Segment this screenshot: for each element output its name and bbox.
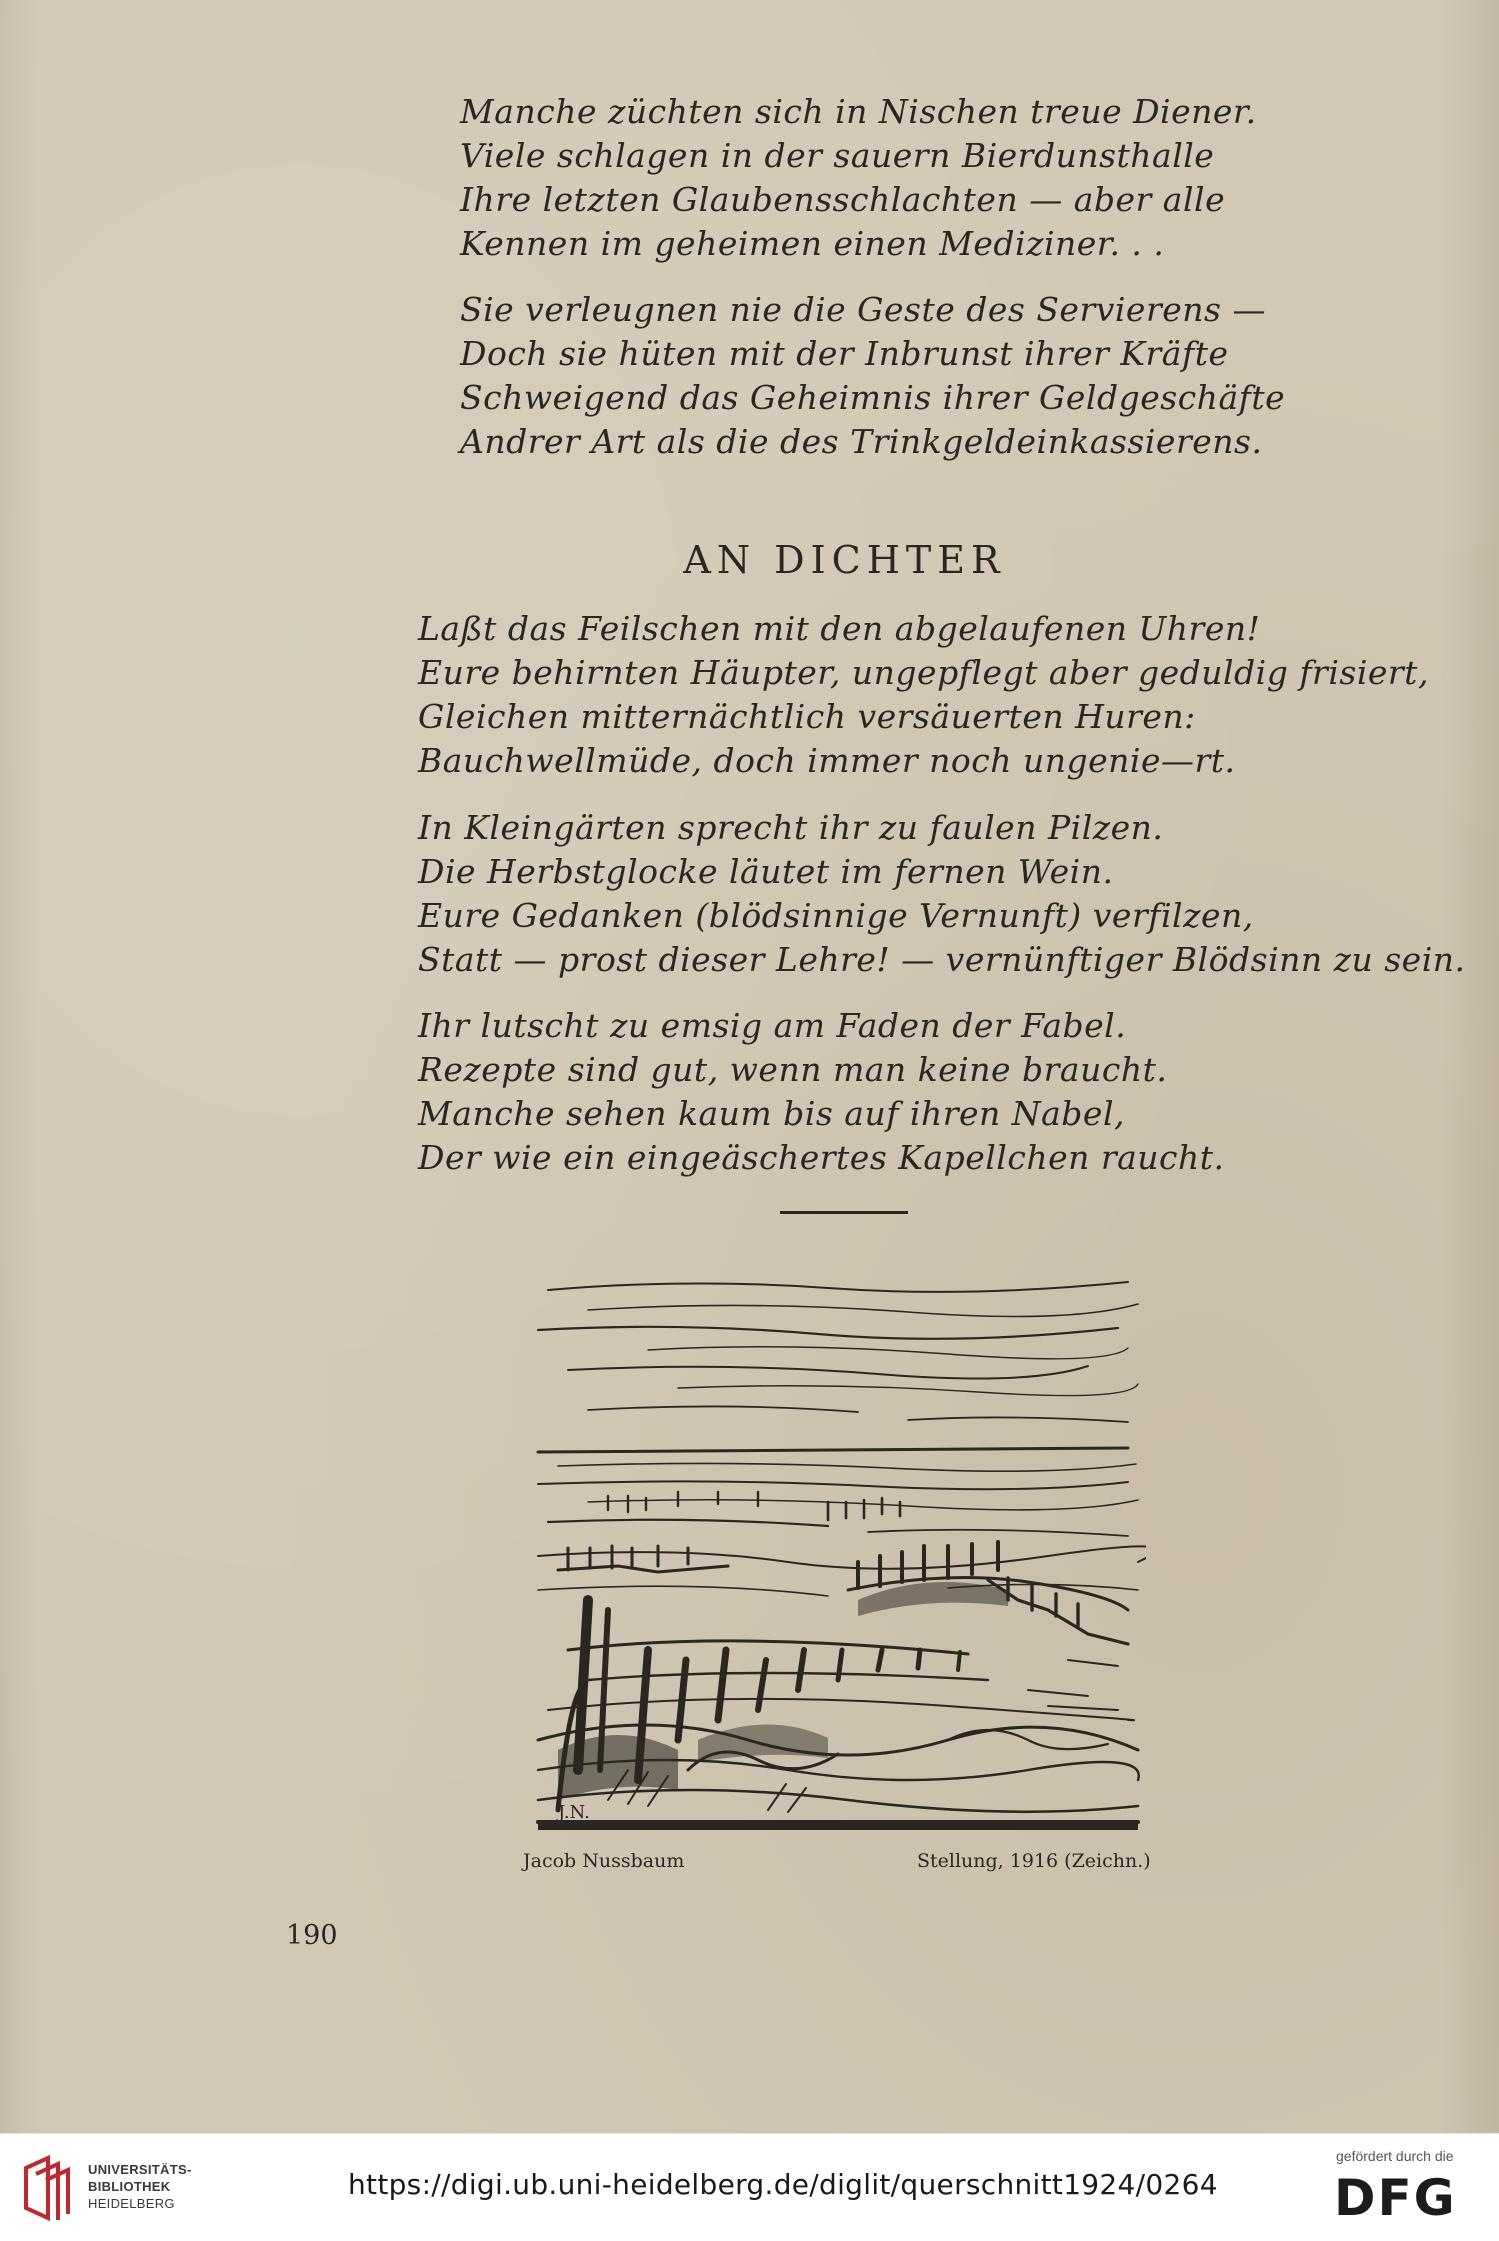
poem2-stanza-1 <box>418 607 1429 783</box>
poem-line: Eure behirnten Häupter, ungepflegt aber geduldig frisiert, <box>418 653 1429 692</box>
dfg-logo[interactable]: DFG <box>1334 2169 1457 2227</box>
poem-line: Der wie ein eingeäschertes Kapellchen raucht. <box>418 1138 1225 1177</box>
poem-line: Ihr lutscht zu emsig am Faden der Fabel. <box>418 1006 1127 1045</box>
poem-line: Manche sehen kaum bis auf ihren Nabel, <box>418 1094 1126 1133</box>
poem-line: Doch sie hüten mit der Inbrunst ihrer Kräfte <box>460 334 1229 373</box>
library-name-line: HEIDELBERG <box>88 2196 175 2211</box>
poem1-stanza-1 <box>460 90 1257 266</box>
page-number: 190 <box>286 1920 338 1951</box>
poem-line: Viele schlagen in der sauern Bierdunsthalle <box>460 136 1215 175</box>
trench-drawing <box>528 1270 1146 1830</box>
poem-line: Manche züchten sich in Nischen treue Diener. <box>460 92 1257 131</box>
caption-artwork-title: Stellung, 1916 (Zeichn.) <box>917 1850 1151 1872</box>
funding-label: gefördert durch die <box>1336 2148 1454 2164</box>
poem-line: Andrer Art als die des Trinkgeldeinkassierens. <box>460 422 1263 461</box>
poem-line: Schweigend das Geheimnis ihrer Geldgeschäfte <box>460 378 1286 417</box>
caption-artist: Jacob Nussbaum <box>523 1850 685 1872</box>
artist-signature: J.N. <box>558 1802 590 1823</box>
viewer-footer <box>0 2133 1499 2241</box>
poem-line: Eure Gedanken (blödsinnige Vernunft) verfilzen, <box>418 896 1254 935</box>
university-library-logo-icon[interactable] <box>18 2154 76 2222</box>
poem-line: Bauchwellmüde, doch immer noch ungenie—rt. <box>418 741 1236 780</box>
poem-line: Laßt das Feilschen mit den abgelaufenen Uhren! <box>418 609 1261 648</box>
poem-line: Kennen im geheimen einen Mediziner. . . <box>460 224 1165 263</box>
section-divider <box>780 1211 908 1214</box>
poem-line: Sie verleugnen nie die Geste des Servierens — <box>460 290 1266 329</box>
poem-title: AN DICHTER <box>683 538 1006 582</box>
poem-line: Gleichen mitternächtlich versäuerten Huren: <box>418 697 1196 736</box>
poem2-stanza-2 <box>418 806 1466 982</box>
poem-line: Die Herbstglocke läutet im fernen Wein. <box>418 852 1114 891</box>
poem1-stanza-2 <box>460 288 1285 464</box>
permalink-url[interactable]: https://digi.ub.uni-heidelberg.de/diglit/querschnitt1924/0264 <box>348 2168 1218 2201</box>
poem-line: In Kleingärten sprecht ihr zu faulen Pilzen. <box>418 808 1164 847</box>
poem-line: Statt — prost dieser Lehre! — vernünftiger Blödsinn zu sein. <box>418 940 1466 979</box>
poem-line: Rezepte sind gut, wenn man keine braucht. <box>418 1050 1168 1089</box>
library-name-line: BIBLIOTHEK <box>88 2179 171 2194</box>
library-name[interactable] <box>88 2161 192 2212</box>
poem2-stanza-3 <box>418 1004 1225 1180</box>
library-name-line: UNIVERSITÄTS- <box>88 2162 192 2177</box>
poem-line: Ihre letzten Glaubensschlachten — aber alle <box>460 180 1226 219</box>
